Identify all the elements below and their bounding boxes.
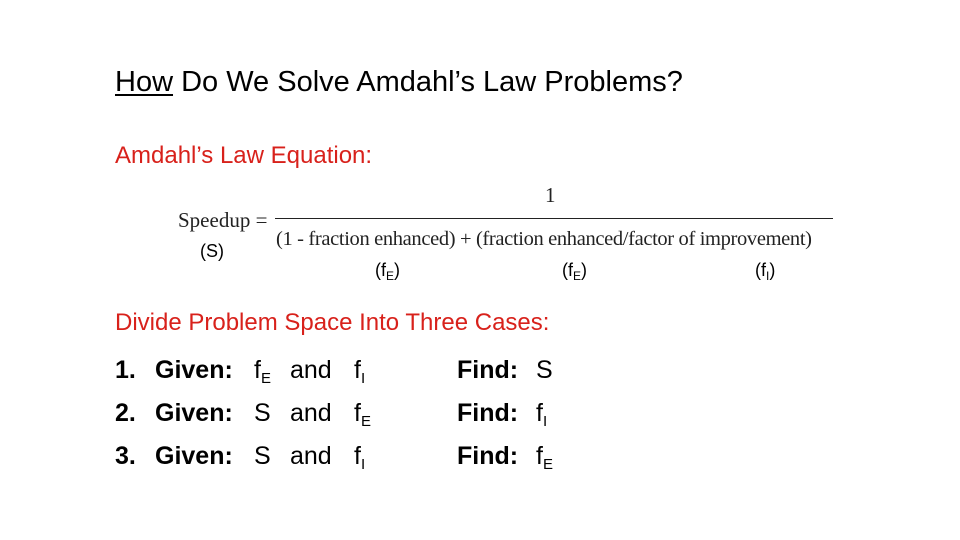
case-1-given: Given:	[155, 356, 233, 384]
label-s: (S)	[200, 241, 224, 261]
case-2-find: Find:	[457, 399, 519, 427]
case-row-1: 1.	[115, 356, 136, 384]
case-row-3: 3.	[115, 442, 136, 470]
title-underlined-word: How	[115, 66, 174, 98]
case-2-given: Given:	[155, 399, 233, 427]
slide-title	[115, 66, 683, 99]
case-2-and: and	[290, 399, 332, 427]
case-3-find-value: $f_E$	[536, 442, 553, 473]
case-1-find: Find:	[457, 356, 519, 384]
case-3-and: and	[290, 442, 332, 470]
case-1-given-b: $f_I$	[354, 356, 366, 387]
fraction-bar	[275, 218, 833, 219]
case-row-2: 2.	[115, 399, 136, 427]
case-1-find-value: S	[536, 356, 553, 384]
case-2-given-b: $f_E$	[354, 399, 371, 430]
case-3-given-a: S	[254, 442, 271, 470]
case-3-given-b: $f_I$	[354, 442, 366, 473]
cases-heading: Divide Problem Space Into Three Cases:	[115, 309, 550, 336]
label-fi: $(f_I)$	[755, 260, 776, 283]
case-2-given-a: S	[254, 399, 271, 427]
label-fe-1: $(f_E)$	[375, 260, 401, 283]
case-2-find-value: $f_I$	[536, 399, 548, 430]
case-3-given: Given:	[155, 442, 233, 470]
equation-lhs: Speedup =	[178, 208, 268, 232]
equation-denominator: (1 - fraction enhanced) + (fraction enhanced/factor of improvement)	[276, 228, 812, 250]
equation-heading: Amdahl’s Law Equation:	[115, 142, 373, 169]
equation-numerator: 1	[545, 183, 556, 207]
title-rest: Do We Solve Amdahl’s Law Problems?	[173, 66, 683, 98]
label-fe-2: $(f_E)$	[562, 260, 588, 283]
case-1-and: and	[290, 356, 332, 384]
case-3-find: Find:	[457, 442, 519, 470]
case-1-given-a: $f_E$	[254, 356, 271, 387]
